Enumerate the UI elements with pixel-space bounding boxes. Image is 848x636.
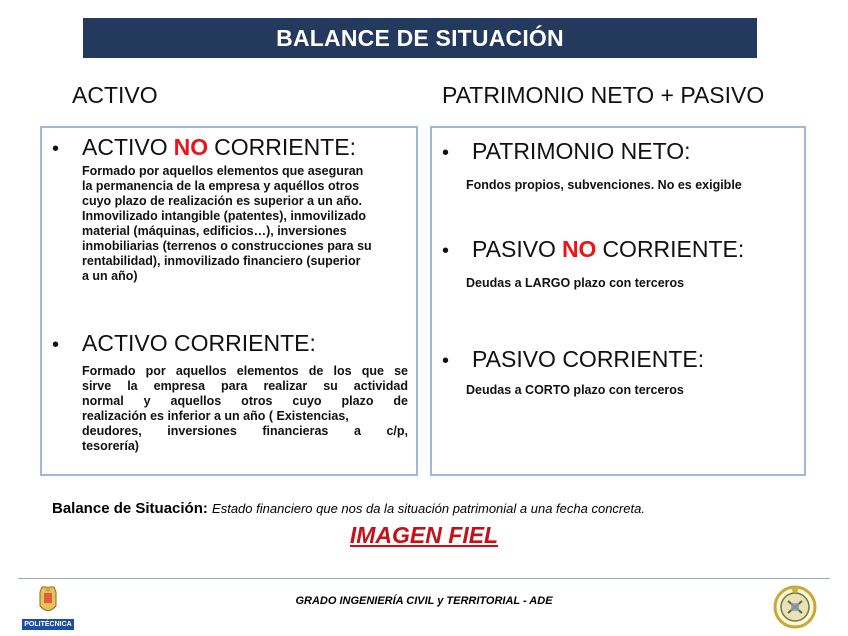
- patrimonio-neto-heading: [442, 138, 691, 165]
- bullet-icon: •: [52, 138, 60, 160]
- text-line: Inmovilizado intangible (patentes), inmovilizado: [82, 209, 367, 223]
- bullet-icon: •: [52, 334, 60, 356]
- course-name: GRADO INGENIERÍA CIVIL y TERRITORIAL - ADE: [295, 595, 553, 607]
- heading-text: PASIVO CORRIENTE:: [472, 346, 705, 372]
- text-line: Formado por aquellos elementos que aseguran: [82, 164, 364, 178]
- text-line: normal y aquellos otros cuyo plazo de: [82, 394, 408, 408]
- text-line: a un año): [82, 269, 138, 283]
- heading-post: CORRIENTE:: [214, 134, 356, 160]
- bullet-icon: •: [442, 350, 450, 372]
- logo-label: POLITÉCNICA: [22, 619, 74, 630]
- definition-label: Balance de Situación:: [52, 500, 208, 517]
- heading-pre: PASIVO: [472, 236, 556, 262]
- text-line: material (máquinas, edificios…), inversiones: [82, 224, 347, 238]
- activo-no-corriente-text: [82, 164, 412, 284]
- text-line: tesorería): [82, 439, 139, 453]
- text-line: inmobiliarias (terrenos o construcciones para su: [82, 239, 372, 253]
- text-line: Formado por aquellos elementos de los que se: [82, 364, 408, 378]
- activo-panel: [40, 126, 418, 476]
- activo-no-corriente-heading: [52, 134, 356, 161]
- patrimonio-neto-text: Fondos propios, subvenciones. No es exigible: [466, 178, 742, 192]
- text-line: la permanencia de la empresa y aquéllos otros: [82, 179, 360, 193]
- heading-pre: ACTIVO: [82, 134, 168, 160]
- pasivo-no-corriente-text: Deudas a LARGO plazo con terceros: [466, 276, 685, 290]
- text-line: sirve la empresa para realizar su actividad: [82, 379, 408, 393]
- heading-post: CORRIENTE:: [602, 236, 745, 262]
- pasivo-no-corriente-heading: [442, 236, 744, 263]
- heading-text: ACTIVO CORRIENTE:: [82, 330, 316, 356]
- text-line: cuyo plazo de realización es superior a un año.: [82, 194, 362, 208]
- pasivo-panel: [430, 126, 806, 476]
- slide-title: BALANCE DE SITUACIÓN: [83, 18, 757, 58]
- heading-text: PATRIMONIO NETO:: [472, 138, 691, 164]
- school-crest: [772, 584, 818, 630]
- definition-text: Estado financiero que nos da la situación patrimonial a una fecha concreta.: [212, 501, 645, 516]
- pasivo-corriente-text: Deudas a CORTO plazo con terceros: [466, 383, 684, 397]
- heading-highlight: NO: [561, 236, 597, 262]
- bullet-icon: •: [442, 142, 450, 164]
- activo-corriente-heading: [52, 330, 316, 357]
- university-logo: [20, 584, 76, 630]
- activo-heading: ACTIVO: [72, 82, 158, 108]
- heading-highlight: NO: [173, 134, 209, 160]
- text-line: realización es inferior a un año ( Existencias,: [82, 409, 349, 423]
- bullet-icon: •: [442, 240, 450, 262]
- balance-definition: [52, 500, 645, 517]
- text-line: deudores, inversiones financieras a c/p,: [82, 424, 408, 438]
- footer-divider: [18, 578, 830, 579]
- patrimonio-pasivo-heading: PATRIMONIO NETO + PASIVO: [442, 82, 765, 108]
- imagen-fiel: IMAGEN FIEL: [349, 522, 499, 548]
- school-crest-icon: [772, 584, 818, 630]
- pasivo-corriente-heading: [442, 346, 704, 373]
- text-line: rentabilidad), inmovilizado financiero (superior: [82, 254, 361, 268]
- activo-corriente-text: [82, 364, 408, 454]
